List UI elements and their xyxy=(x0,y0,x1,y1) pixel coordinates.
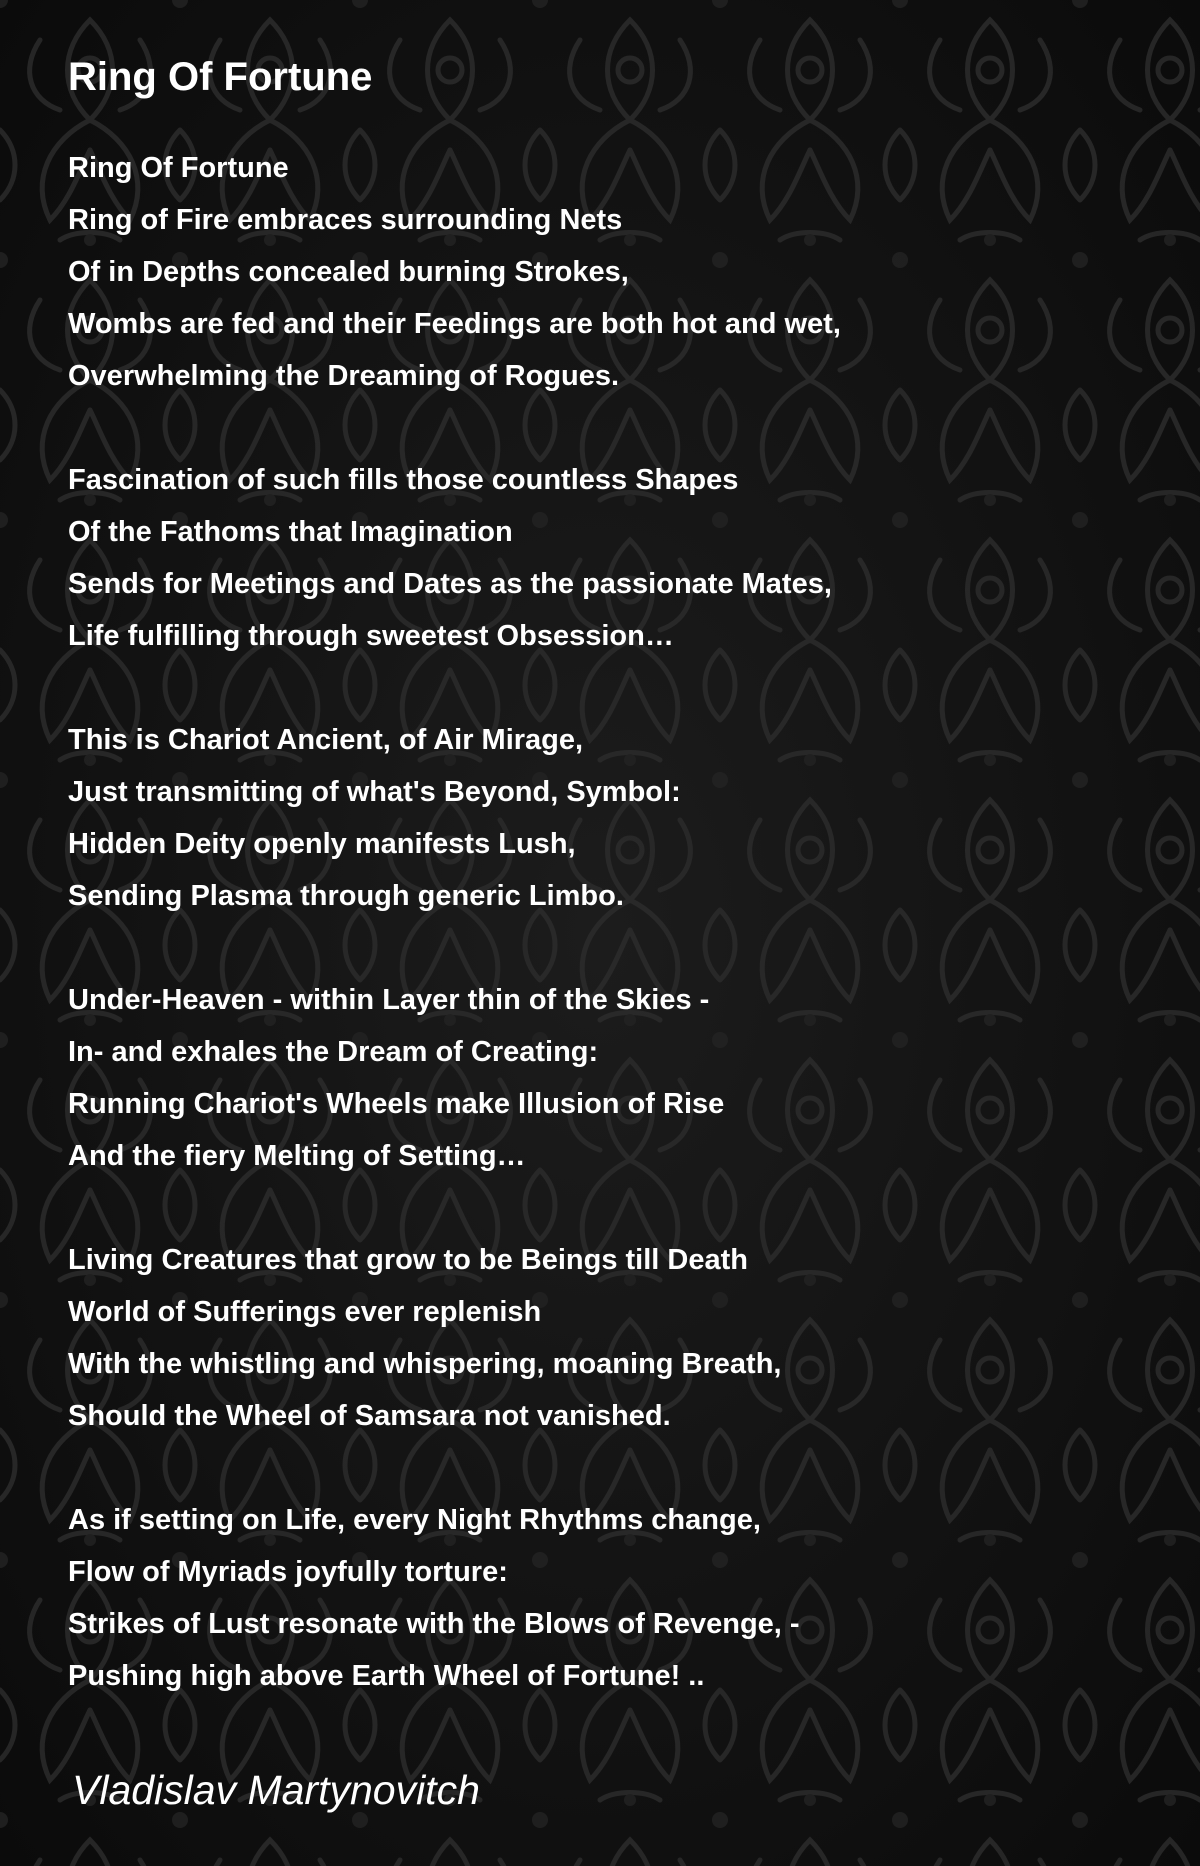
poem-line: Strikes of Lust resonate with the Blows of Revenge, - xyxy=(68,1608,800,1640)
poem-line: Of in Depths concealed burning Strokes, xyxy=(68,256,629,288)
poem-line: Just transmitting of what's Beyond, Symbol: xyxy=(68,776,681,808)
poem-stanza xyxy=(68,714,1168,922)
poem-line: Living Creatures that grow to be Beings till Death xyxy=(68,1244,748,1276)
poem-line: World of Sufferings ever replenish xyxy=(68,1296,542,1328)
poem-stanza xyxy=(68,454,1168,662)
poem-line: Ring Of Fortune xyxy=(68,152,289,184)
poem-line: And the fiery Melting of Setting… xyxy=(68,1140,526,1172)
poem-line: In- and exhales the Dream of Creating: xyxy=(68,1036,599,1068)
poem-line: With the whistling and whispering, moaning Breath, xyxy=(68,1348,782,1380)
poem-line: Under-Heaven - within Layer thin of the Skies - xyxy=(68,984,710,1016)
poem-author: Vladislav Martynovitch xyxy=(72,1767,480,1813)
poem-line: Life fulfilling through sweetest Obsession… xyxy=(68,620,674,652)
poem-line: Sends for Meetings and Dates as the passionate Mates, xyxy=(68,568,832,600)
poem-stanza xyxy=(68,1234,1168,1442)
poem-line: Wombs are fed and their Feedings are both hot and wet, xyxy=(68,308,841,340)
poem-title: Ring Of Fortune xyxy=(68,55,373,99)
poem-line: This is Chariot Ancient, of Air Mirage, xyxy=(68,724,584,756)
poem-line: Ring of Fire embraces surrounding Nets xyxy=(68,204,623,236)
poem-line: As if setting on Life, every Night Rhythms change, xyxy=(68,1504,761,1536)
poem-line: Running Chariot's Wheels make Illusion of Rise xyxy=(68,1088,725,1120)
poem-line: Pushing high above Earth Wheel of Fortune! .. xyxy=(68,1660,705,1692)
poem-line: Of the Fathoms that Imagination xyxy=(68,516,513,548)
poem-line: Sending Plasma through generic Limbo. xyxy=(68,880,624,912)
poem-stanza xyxy=(68,1494,1168,1702)
poem-line: Overwhelming the Dreaming of Rogues. xyxy=(68,360,620,392)
poem-line: Hidden Deity openly manifests Lush, xyxy=(68,828,576,860)
poem-content xyxy=(68,48,1168,1754)
poem-stanza xyxy=(68,142,1168,402)
poem-line: Flow of Myriads joyfully torture: xyxy=(68,1556,508,1588)
poem-line: Fascination of such fills those countless Shapes xyxy=(68,464,739,496)
poem-body xyxy=(68,142,1168,1702)
poem-stanza xyxy=(68,974,1168,1182)
poem-line: Should the Wheel of Samsara not vanished. xyxy=(68,1400,671,1432)
